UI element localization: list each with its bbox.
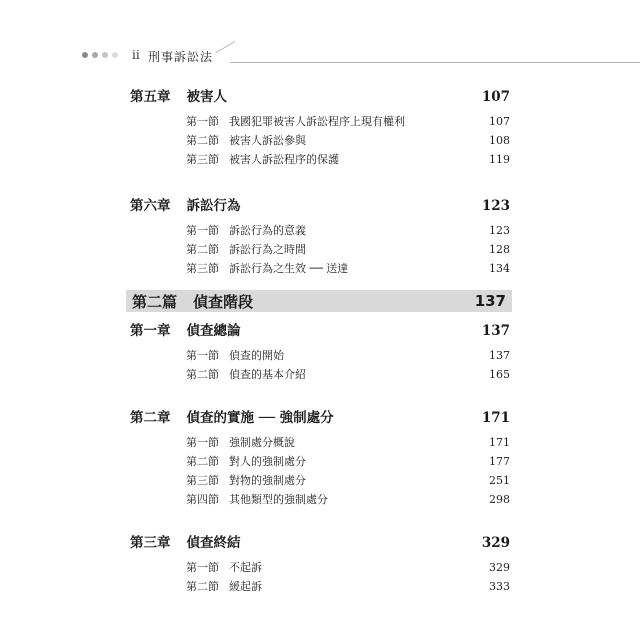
section-number: 第二節 [186,368,219,381]
section-row [130,577,510,596]
toc-block-2 [130,320,510,596]
section-row [130,452,510,471]
chapter-page: 171 [481,410,510,426]
toc-chapter [130,320,510,384]
section-number: 第四節 [186,493,219,506]
section-page: 137 [489,349,510,362]
part-number: 第二篇 [132,292,178,311]
section-number: 第三節 [186,262,219,275]
toc-chapter [130,195,510,278]
section-page: 171 [489,436,510,449]
section-row [130,131,510,150]
section-row [130,490,510,509]
part-page: 137 [474,292,506,310]
header-rule [230,62,640,63]
section-title: 被害人訴訟程序的保護 [229,153,339,166]
section-page: 119 [489,153,510,166]
section-page: 128 [489,243,510,256]
section-number: 第一節 [186,115,219,128]
running-header [82,46,562,70]
section-row [130,433,510,452]
toc-chapter [130,532,510,596]
section-number: 第一節 [186,561,219,574]
section-title: 其他類型的強制處分 [229,493,328,506]
section-page: 123 [489,224,510,237]
chapter-number: 第一章 [130,323,171,339]
chapter-number: 第六章 [130,198,171,214]
section-title: 偵查的基本介紹 [229,368,306,381]
dot-icon [112,52,118,58]
chapter-title: 偵查的實施 ── 強制處分 [186,410,334,426]
section-title: 對人的強制處分 [229,455,306,468]
chapter-number: 第三章 [130,535,171,551]
section-row [130,259,510,278]
chapter-title: 被害人 [186,89,227,105]
part-title: 偵查階段 [193,292,254,311]
section-number: 第一節 [186,224,219,237]
section-title: 訴訟行為之時間 [229,243,306,256]
section-number: 第一節 [186,349,219,362]
chapter-number: 第二章 [130,410,171,426]
chapter-title: 偵查總論 [186,323,241,339]
section-number: 第一節 [186,436,219,449]
section-title: 訴訟行為之生效 ── 送達 [229,262,349,275]
section-title: 強制處分概說 [229,436,295,449]
section-title: 偵查的開始 [229,349,284,362]
dot-icon [82,52,88,58]
section-page: 177 [489,455,510,468]
section-row [130,365,510,384]
section-title: 被害人訴訟參與 [229,134,306,147]
running-title: 刑事訴訟法 [148,50,214,64]
section-page: 108 [489,134,510,147]
section-title: 緩起訴 [229,580,262,593]
chapter-number: 第五章 [130,89,171,105]
chapter-row [130,320,510,342]
section-number: 第二節 [186,134,219,147]
section-page: 107 [489,115,510,128]
chapter-row [130,195,510,217]
section-page: 251 [489,474,510,487]
toc-chapter [130,86,510,169]
section-row [130,112,510,131]
section-page: 329 [489,561,510,574]
chapter-row [130,532,510,554]
chapter-page: 123 [481,198,510,214]
section-page: 333 [489,580,510,593]
section-row [130,346,510,365]
chapter-page: 107 [481,89,510,105]
section-page: 298 [489,493,510,506]
section-row [130,221,510,240]
toc-block-1 [130,86,510,278]
section-row [130,240,510,259]
chapter-page: 329 [481,535,510,551]
section-title: 不起訴 [229,561,262,574]
decorative-dots [82,52,118,58]
part-heading [126,290,512,312]
section-row [130,471,510,490]
toc-chapter [130,407,510,509]
chapter-row [130,86,510,108]
section-title: 訴訟行為的意義 [229,224,306,237]
header-rule-slash [216,41,236,53]
section-row [130,150,510,169]
section-page: 165 [489,368,510,381]
dot-icon [102,52,108,58]
section-title: 我國犯罪被害人訴訟程序上現有權利 [229,115,405,128]
section-number: 第三節 [186,474,219,487]
dot-icon [92,52,98,58]
chapter-title: 訴訟行為 [186,198,241,214]
section-number: 第二節 [186,455,219,468]
section-number: 第二節 [186,580,219,593]
chapter-row [130,407,510,429]
section-number: 第二節 [186,243,219,256]
chapter-page: 137 [481,323,510,339]
chapter-title: 偵查終結 [186,535,241,551]
section-row [130,558,510,577]
page-number: ii [132,48,140,62]
section-page: 134 [489,262,510,275]
section-number: 第三節 [186,153,219,166]
section-title: 對物的強制處分 [229,474,306,487]
